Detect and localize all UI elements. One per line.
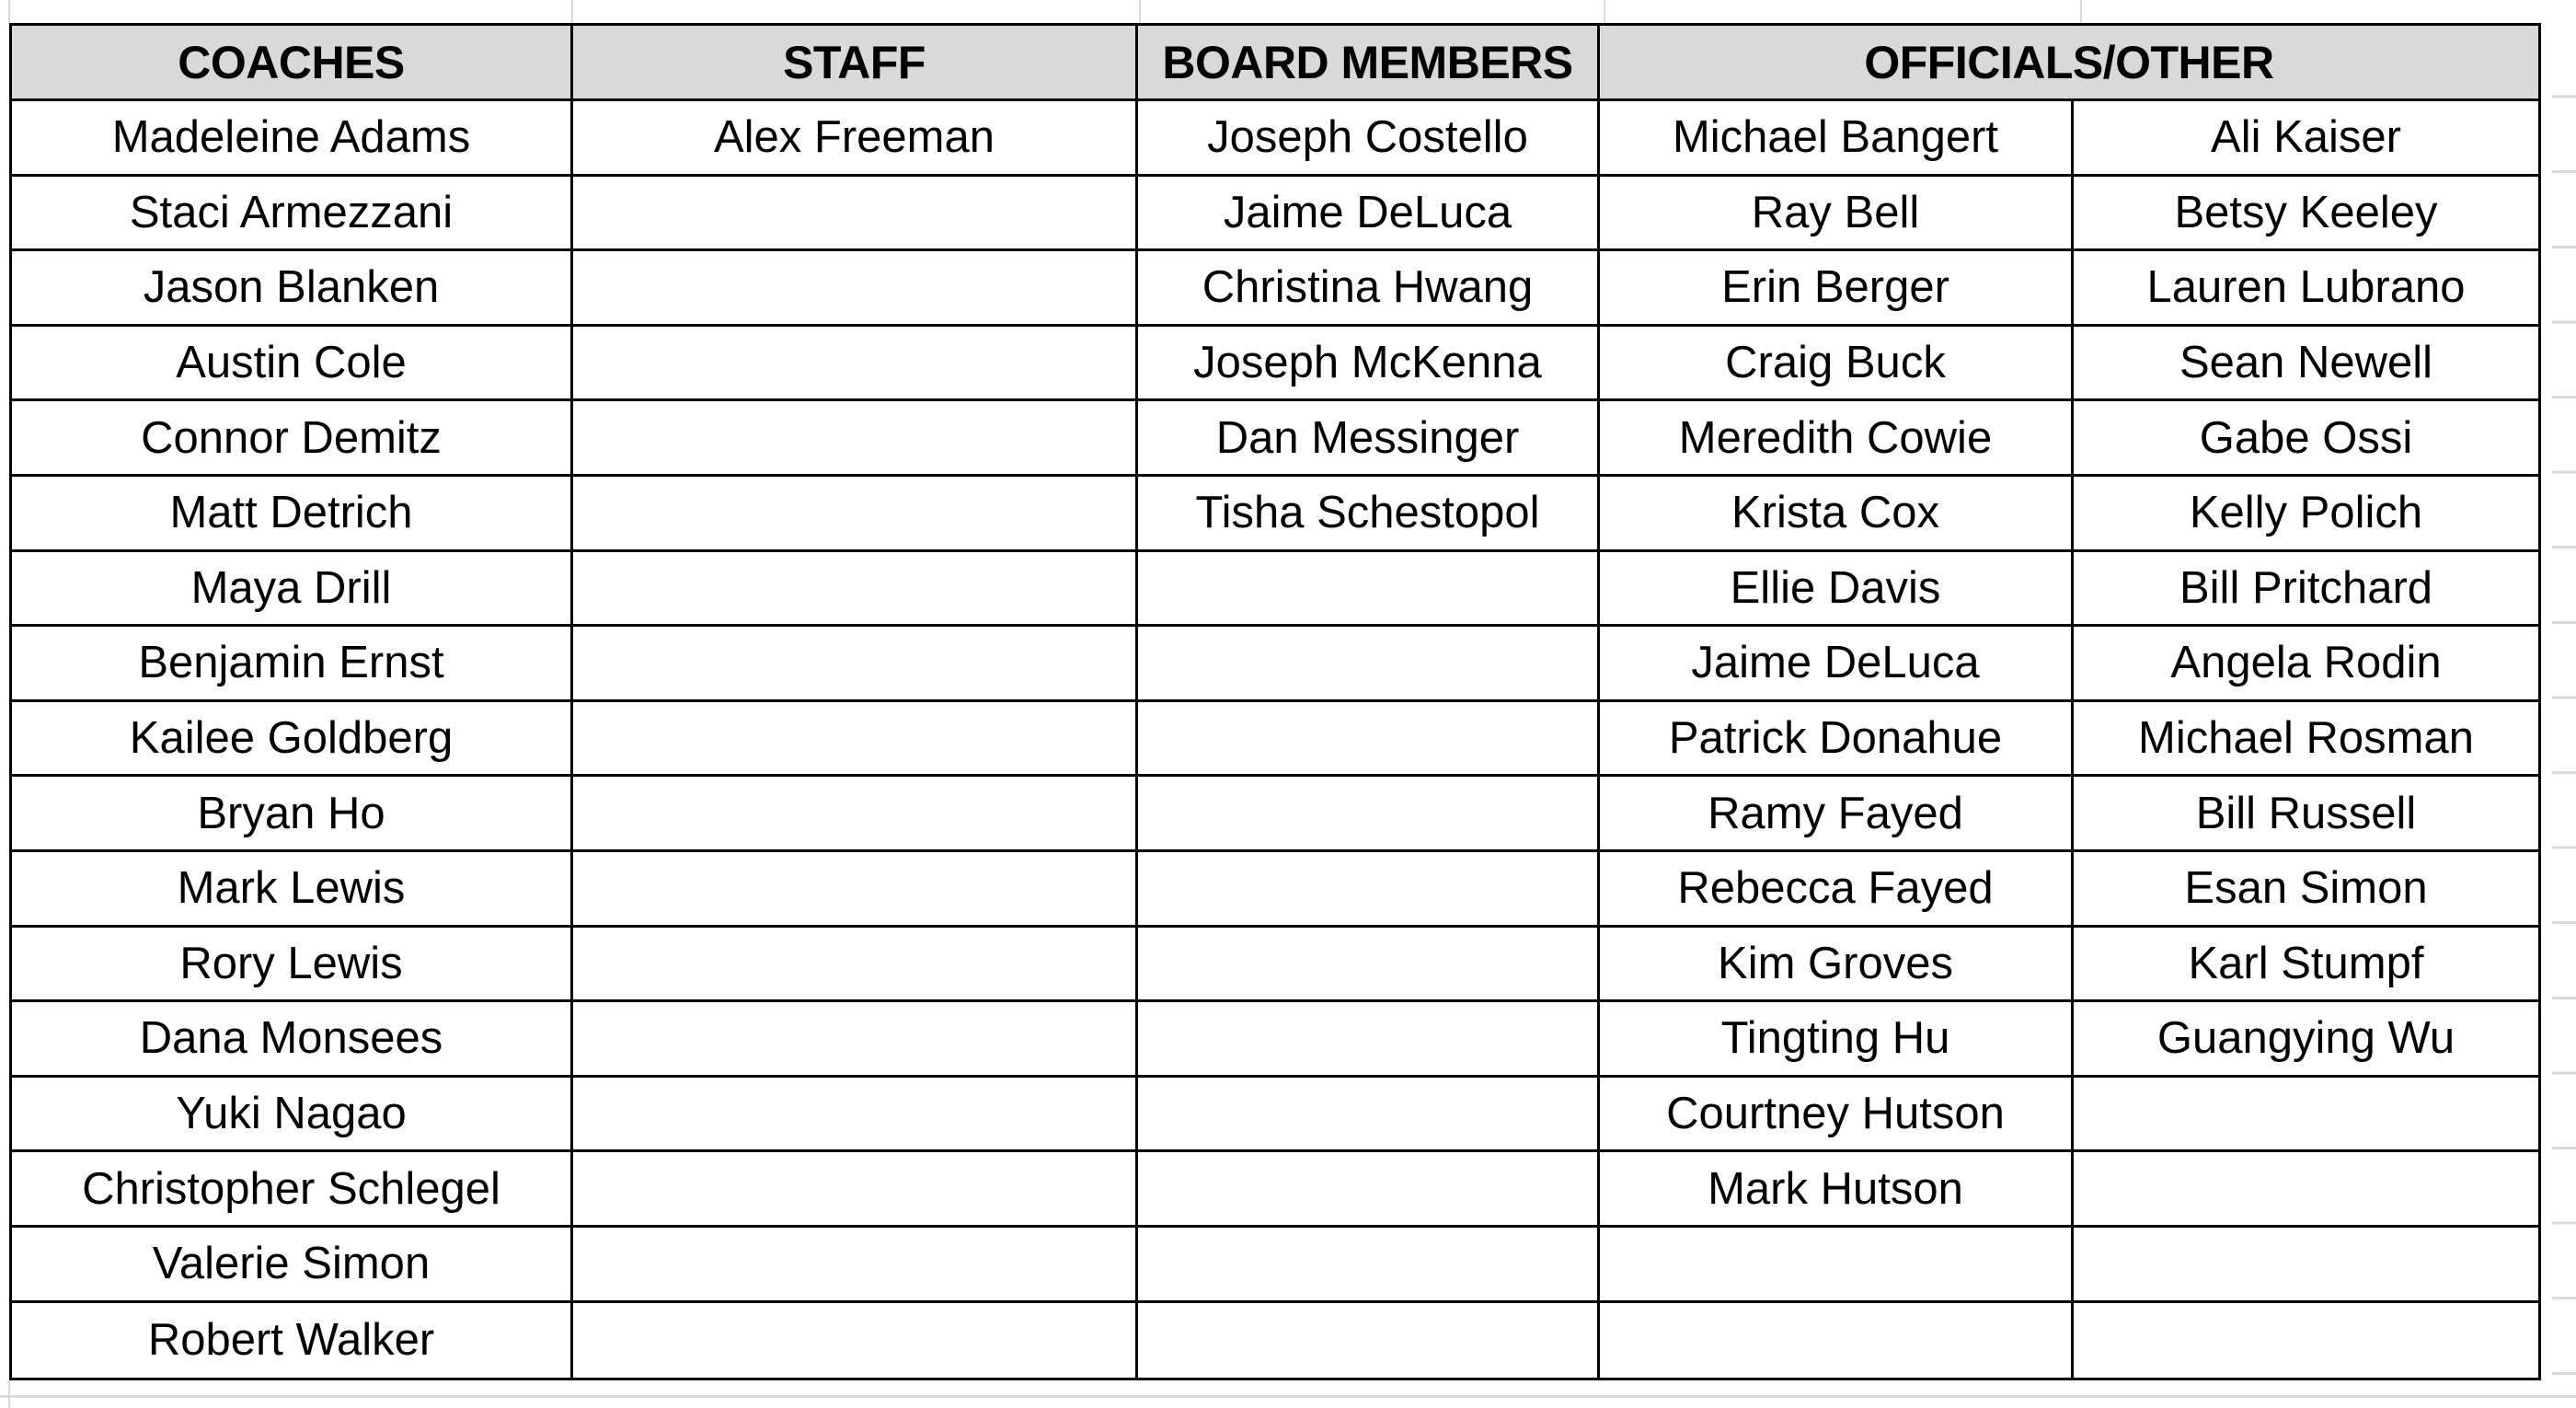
cell-r16-c2[interactable] — [573, 1228, 1138, 1303]
cell-r5-c3[interactable]: Dan Messinger — [1138, 401, 1600, 477]
cell-r2-c3[interactable]: Jaime DeLuca — [1138, 177, 1600, 252]
cell-r12-c5[interactable]: Karl Stumpf — [2074, 928, 2538, 1003]
cell-r15-c5[interactable] — [2074, 1152, 2538, 1228]
cell-r17-c3[interactable] — [1138, 1303, 1600, 1379]
cell-r14-c4[interactable]: Courtney Hutson — [1600, 1078, 2074, 1153]
cell-r16-c5[interactable] — [2074, 1228, 2538, 1303]
cell-r7-c5[interactable]: Bill Pritchard — [2074, 552, 2538, 628]
cell-r6-c5[interactable]: Kelly Polich — [2074, 477, 2538, 552]
margin-gridline — [8, 0, 10, 23]
cell-r8-c5[interactable]: Angela Rodin — [2074, 627, 2538, 702]
cell-r13-c2[interactable] — [573, 1002, 1138, 1078]
cell-r17-c2[interactable] — [573, 1303, 1138, 1379]
margin-gridline — [2080, 0, 2082, 23]
cell-r3-c5[interactable]: Lauren Lubrano — [2074, 251, 2538, 327]
cell-r9-c3[interactable] — [1138, 702, 1600, 778]
cell-r7-c3[interactable] — [1138, 552, 1600, 628]
cell-r7-c1[interactable]: Maya Drill — [12, 552, 573, 628]
cell-r17-c1[interactable]: Robert Walker — [12, 1303, 573, 1379]
roster-table — [9, 23, 2541, 1380]
cell-r10-c5[interactable]: Bill Russell — [2074, 777, 2538, 852]
cell-r7-c4[interactable]: Ellie Davis — [1600, 552, 2074, 628]
cell-r5-c4[interactable]: Meredith Cowie — [1600, 401, 2074, 477]
cell-r7-c2[interactable] — [573, 552, 1138, 628]
cell-r12-c4[interactable]: Kim Groves — [1600, 928, 2074, 1003]
margin-gridline-strip — [2552, 23, 2576, 1378]
margin-gridline — [571, 0, 573, 23]
cell-r6-c1[interactable]: Matt Detrich — [12, 477, 573, 552]
cell-r14-c2[interactable] — [573, 1078, 1138, 1153]
cell-r16-c1[interactable]: Valerie Simon — [12, 1228, 573, 1303]
cell-r5-c5[interactable]: Gabe Ossi — [2074, 401, 2538, 477]
cell-r4-c1[interactable]: Austin Cole — [12, 327, 573, 402]
cell-r11-c5[interactable]: Esan Simon — [2074, 852, 2538, 928]
cell-r9-c1[interactable]: Kailee Goldberg — [12, 702, 573, 778]
cell-r4-c3[interactable]: Joseph McKenna — [1138, 327, 1600, 402]
cell-r8-c3[interactable] — [1138, 627, 1600, 702]
cell-r10-c2[interactable] — [573, 777, 1138, 852]
cell-r4-c2[interactable] — [573, 327, 1138, 402]
cell-r14-c1[interactable]: Yuki Nagao — [12, 1078, 573, 1153]
cell-r13-c1[interactable]: Dana Monsees — [12, 1002, 573, 1078]
margin-gridline — [0, 1395, 2576, 1398]
cell-r4-c4[interactable]: Craig Buck — [1600, 327, 2074, 402]
column-header-staff[interactable]: STAFF — [573, 26, 1138, 101]
cell-r9-c5[interactable]: Michael Rosman — [2074, 702, 2538, 778]
column-header-coaches[interactable]: COACHES — [12, 26, 573, 101]
cell-r2-c5[interactable]: Betsy Keeley — [2074, 177, 2538, 252]
margin-gridline — [1604, 0, 1605, 23]
cell-r14-c5[interactable] — [2074, 1078, 2538, 1153]
cell-r8-c1[interactable]: Benjamin Ernst — [12, 627, 573, 702]
cell-r8-c4[interactable]: Jaime DeLuca — [1600, 627, 2074, 702]
cell-r3-c1[interactable]: Jason Blanken — [12, 251, 573, 327]
cell-r9-c4[interactable]: Patrick Donahue — [1600, 702, 2074, 778]
cell-r11-c1[interactable]: Mark Lewis — [12, 852, 573, 928]
cell-r6-c3[interactable]: Tisha Schestopol — [1138, 477, 1600, 552]
cell-r8-c2[interactable] — [573, 627, 1138, 702]
cell-r4-c5[interactable]: Sean Newell — [2074, 327, 2538, 402]
cell-r6-c4[interactable]: Krista Cox — [1600, 477, 2074, 552]
cell-r15-c4[interactable]: Mark Hutson — [1600, 1152, 2074, 1228]
cell-r17-c5[interactable] — [2074, 1303, 2538, 1379]
cell-r10-c4[interactable]: Ramy Fayed — [1600, 777, 2074, 852]
margin-gridline — [8, 1380, 10, 1408]
cell-r6-c2[interactable] — [573, 477, 1138, 552]
cell-r9-c2[interactable] — [573, 702, 1138, 778]
cell-r13-c5[interactable]: Guangying Wu — [2074, 1002, 2538, 1078]
cell-r5-c2[interactable] — [573, 401, 1138, 477]
cell-r15-c1[interactable]: Christopher Schlegel — [12, 1152, 573, 1228]
cell-r15-c3[interactable] — [1138, 1152, 1600, 1228]
cell-r1-c3[interactable]: Joseph Costello — [1138, 101, 1600, 177]
cell-r12-c2[interactable] — [573, 928, 1138, 1003]
cell-r16-c3[interactable] — [1138, 1228, 1600, 1303]
margin-gridline — [1139, 0, 1141, 23]
cell-r12-c3[interactable] — [1138, 928, 1600, 1003]
column-header-board-members[interactable]: BOARD MEMBERS — [1138, 26, 1600, 101]
cell-r2-c1[interactable]: Staci Armezzani — [12, 177, 573, 252]
cell-r11-c2[interactable] — [573, 852, 1138, 928]
cell-r1-c1[interactable]: Madeleine Adams — [12, 101, 573, 177]
cell-r2-c4[interactable]: Ray Bell — [1600, 177, 2074, 252]
column-header-officials-other[interactable]: OFFICIALS/OTHER — [1600, 26, 2538, 101]
cell-r2-c2[interactable] — [573, 177, 1138, 252]
cell-r5-c1[interactable]: Connor Demitz — [12, 401, 573, 477]
cell-r13-c4[interactable]: Tingting Hu — [1600, 1002, 2074, 1078]
cell-r10-c1[interactable]: Bryan Ho — [12, 777, 573, 852]
cell-r1-c5[interactable]: Ali Kaiser — [2074, 101, 2538, 177]
cell-r3-c4[interactable]: Erin Berger — [1600, 251, 2074, 327]
cell-r16-c4[interactable] — [1600, 1228, 2074, 1303]
cell-r15-c2[interactable] — [573, 1152, 1138, 1228]
cell-r1-c4[interactable]: Michael Bangert — [1600, 101, 2074, 177]
cell-r3-c3[interactable]: Christina Hwang — [1138, 251, 1600, 327]
cell-r11-c3[interactable] — [1138, 852, 1600, 928]
cell-r12-c1[interactable]: Rory Lewis — [12, 928, 573, 1003]
cell-r17-c4[interactable] — [1600, 1303, 2074, 1379]
cell-r11-c4[interactable]: Rebecca Fayed — [1600, 852, 2074, 928]
cell-r14-c3[interactable] — [1138, 1078, 1600, 1153]
cell-r10-c3[interactable] — [1138, 777, 1600, 852]
cell-r1-c2[interactable]: Alex Freeman — [573, 101, 1138, 177]
cell-r3-c2[interactable] — [573, 251, 1138, 327]
cell-r13-c3[interactable] — [1138, 1002, 1600, 1078]
